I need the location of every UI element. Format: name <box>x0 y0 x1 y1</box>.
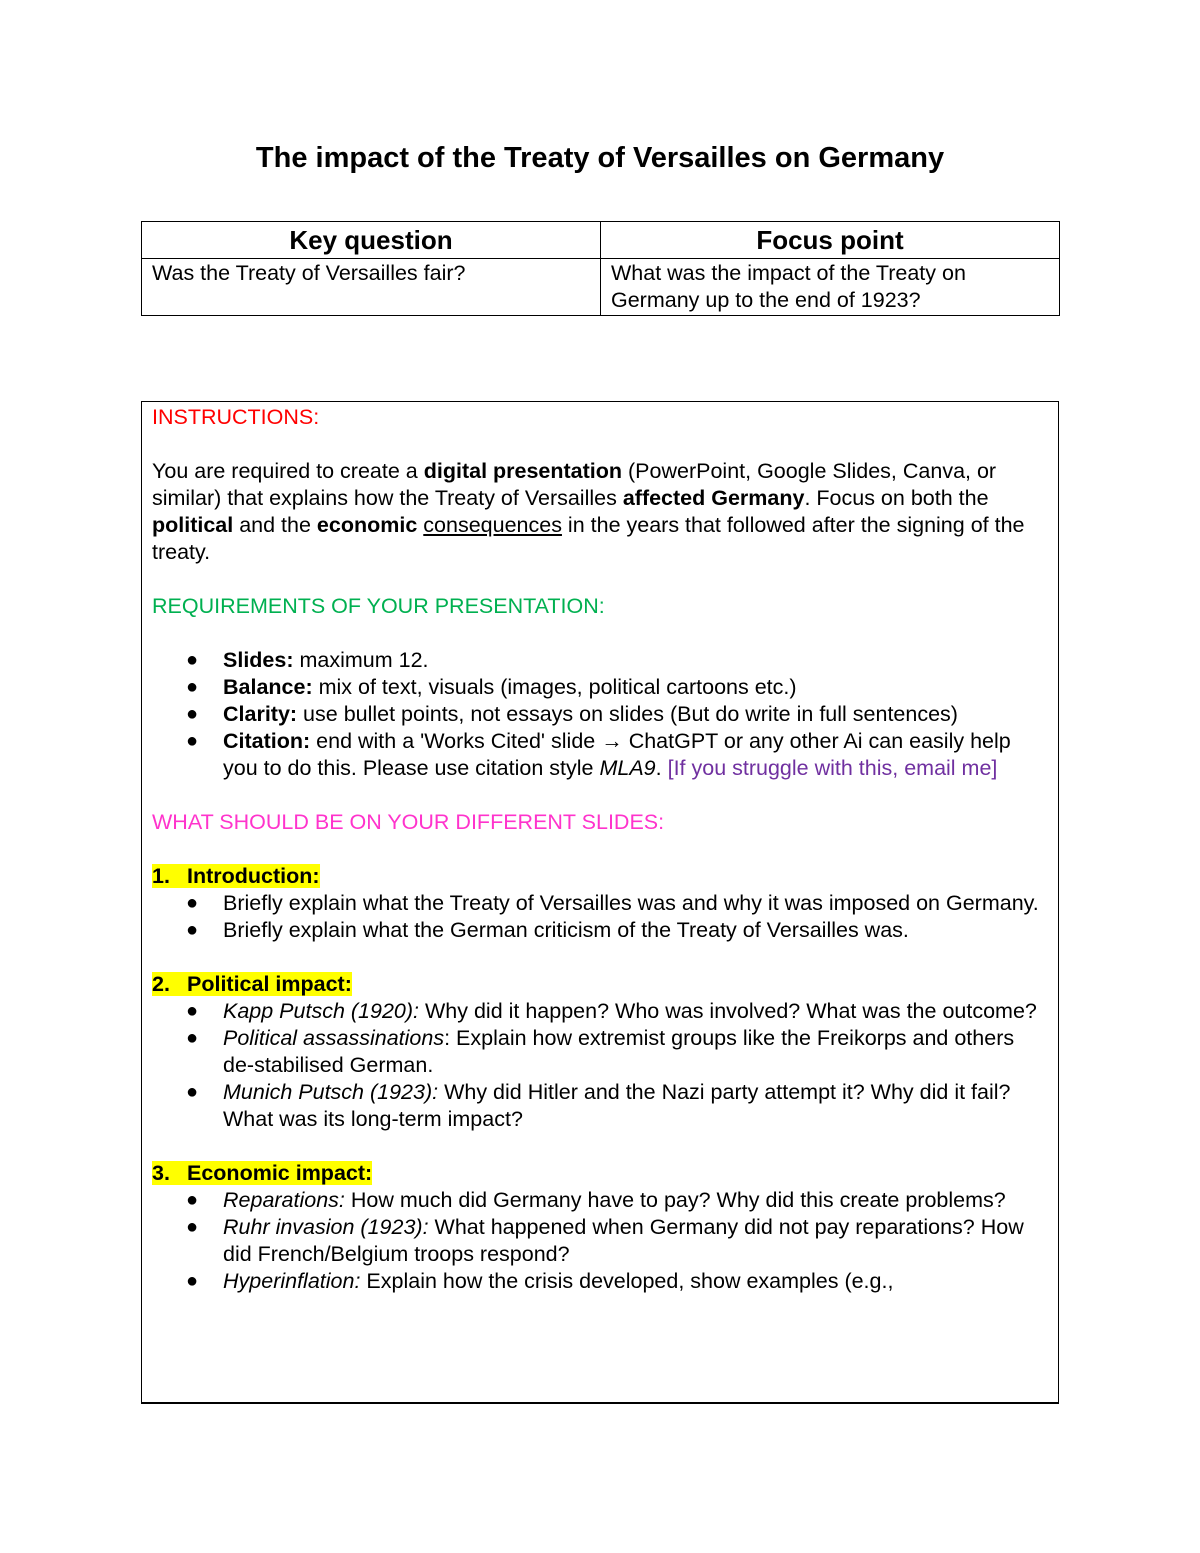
header-key-question: Key question <box>142 222 601 259</box>
bullet-icon: ● <box>186 1270 199 1292</box>
political-list <box>152 998 1050 1133</box>
requirements-list <box>152 647 1050 782</box>
list-item: ● Slides: maximum 12. <box>186 648 429 672</box>
instructions-heading: INSTRUCTIONS: <box>152 405 320 429</box>
section-political-impact: 2. Political impact: <box>152 972 352 996</box>
instructions-paragraph: You are required to create a digital presentation (PowerPoint, Google Slides, Canva, or similar) that explains how the Treaty of Versailles affected Germany. Focus on both the political and the economic consequences in the years that followed after the signing of the treaty. <box>152 459 1025 564</box>
bullet-icon: ● <box>186 1189 199 1211</box>
list-item: ● Hyperinflation: Explain how the crisis developed, show examples (e.g., <box>186 1269 894 1293</box>
list-item: ● Political assassinations: Explain how extremist groups like the Freikorps and others de-stabilised German. <box>186 1026 1015 1077</box>
arrow-icon: → <box>601 729 623 753</box>
list-item: ● Briefly explain what the German criticism of the Treaty of Versailles was. <box>186 918 909 942</box>
bullet-icon: ● <box>186 1000 199 1022</box>
instructions-box <box>141 401 1059 1403</box>
bullet-icon: ● <box>186 703 199 725</box>
cell-key-question: Was the Treaty of Versailles fair? <box>142 259 601 316</box>
list-item: ● Briefly explain what the Treaty of Versailles was and why it was imposed on Germany. <box>186 891 1039 915</box>
list-item: ● Munich Putsch (1923): Why did Hitler and the Nazi party attempt it? Why did it fail? What was its long-term impact? <box>186 1080 1011 1131</box>
slides-heading: WHAT SHOULD BE ON YOUR DIFFERENT SLIDES: <box>152 810 665 834</box>
bullet-icon: ● <box>186 1027 199 1049</box>
economic-list <box>152 1187 1050 1295</box>
list-item: ● Kapp Putsch (1920): Why did it happen? Who was involved? What was the outcome? <box>186 999 1037 1023</box>
bullet-icon: ● <box>186 1216 199 1238</box>
key-question-table <box>141 221 1060 316</box>
section-economic-impact: 3. Economic impact: <box>152 1161 373 1185</box>
bullet-icon: ● <box>186 919 199 941</box>
bullet-icon: ● <box>186 676 199 698</box>
bullet-icon: ● <box>186 1081 199 1103</box>
email-note: [If you struggle with this, email me] <box>667 756 998 780</box>
page-title: The impact of the Treaty of Versailles on Germany <box>255 142 945 174</box>
list-item: ● Ruhr invasion (1923): What happened when Germany did not pay reparations? How did French/Belgium troops respond? <box>186 1215 1024 1266</box>
bullet-icon: ● <box>186 649 199 671</box>
box-bottom-border <box>141 1402 1059 1404</box>
list-item: ● Citation: end with a 'Works Cited' slide → ChatGPT or any other Ai can easily help you to do this. Please use citation style MLA9. [If you struggle with this, email me] <box>186 729 1011 780</box>
requirements-heading: REQUIREMENTS OF YOUR PRESENTATION: <box>152 594 605 618</box>
list-item: ● Balance: mix of text, visuals (images, political cartoons etc.) <box>186 675 797 699</box>
bullet-icon: ● <box>186 730 199 752</box>
introduction-list <box>152 890 1050 944</box>
cell-focus-point: What was the impact of the Treaty on Germany up to the end of 1923? <box>601 259 1060 316</box>
bullet-icon: ● <box>186 892 199 914</box>
list-item: ● Reparations: How much did Germany have to pay? Why did this create problems? <box>186 1188 1006 1212</box>
header-focus-point: Focus point <box>601 222 1060 259</box>
list-item: ● Clarity: use bullet points, not essays on slides (But do write in full sentences) <box>186 702 958 726</box>
section-introduction: 1. Introduction: <box>152 864 320 888</box>
